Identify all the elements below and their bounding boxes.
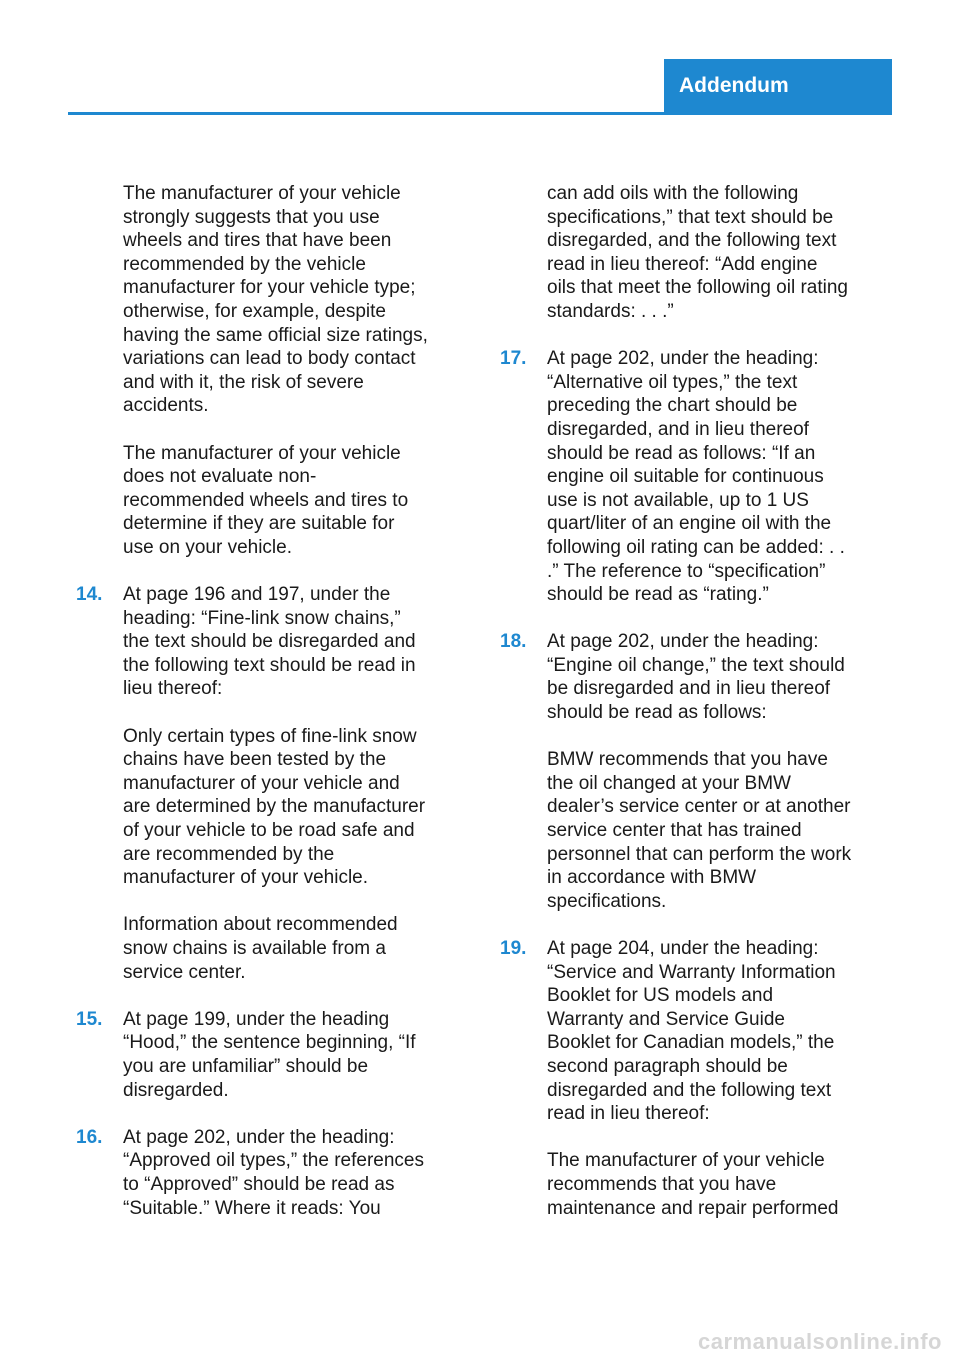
list-item-17 xyxy=(500,347,890,607)
paragraph: can add oils with the following specifications,” that text should be disregarded, and the following text read in lieu thereof: “Add engine oils that meet the following oil rating standards: . . .” xyxy=(547,183,848,322)
left-column xyxy=(76,182,466,1244)
paragraph: The manufacturer of your vehicle recommends that you have maintenance and repair performed xyxy=(547,1150,839,1219)
item-text: At page 202, under the heading: “Engine oil change,” the text should be disregarded and in lieu thereof should be read as follows: xyxy=(547,631,845,724)
item-number: 16. xyxy=(76,1126,103,1148)
paragraph: BMW recommends that you have the oil changed at your BMW dealer’s service center or at another service center that has trained personnel that can perform the work in accordance with BMW specifications. xyxy=(547,749,852,912)
item-number: 14. xyxy=(76,584,103,606)
section-title-tab xyxy=(664,59,892,115)
item-number: 18. xyxy=(500,631,527,653)
paragraph: Only certain types of fine-link snow chains have been tested by the manufacturer of your vehicle and are determined by the manufacturer of your vehicle to be road safe and are recommended by the manufacturer of your vehicle. xyxy=(123,725,426,889)
list-item-16 xyxy=(76,1126,466,1220)
right-column xyxy=(500,182,890,1244)
item-text: At page 204, under the heading: “Service and Warranty Information Booklet for US models and Warranty and Service Guide Booklet for Canadian models,” the second paragraph should be disregarded and the following text read in lieu thereof: xyxy=(547,938,836,1125)
paragraph: The manufacturer of your vehicle strongly suggests that you use wheels and tires that have been recommended by the vehicle manufacturer for your vehicle type; otherwise, for example, despite having the same official size ratings, variations can lead to body contact and with it, the risk of severe accidents. xyxy=(123,183,428,417)
item-text: At page 199, under the heading “Hood,” the sentence beginning, “If you are unfamiliar” should be disregarded. xyxy=(123,1008,416,1101)
watermark: carmanualsonline.info xyxy=(698,1329,942,1354)
item-text: At page 202, under the heading: “Alternative oil types,” the text preceding the chart should be disregarded, and in lieu thereof should be read as follows: “If an engine oil suitable for continuous use is not available, up to 1 US quart/liter of an engine oil with the following oil rating can be added: . . .” The reference to “specification” should be read as “rating.” xyxy=(547,348,845,606)
item-text: At page 196 and 197, under the heading: “Fine-link snow chains,” the text should be disregarded and the following text should be read in lieu thereof: xyxy=(123,584,416,700)
item-text: At page 202, under the heading: “Approved oil types,” the references to “Approved” should be read as “Suitable.” Where it reads: You xyxy=(123,1126,424,1219)
list-item-19 xyxy=(500,937,890,1126)
section-title: Addendum xyxy=(679,74,789,97)
list-item-18 xyxy=(500,630,890,724)
item-number: 15. xyxy=(76,1008,103,1030)
paragraph: Information about recommended snow chains is available from a service center. xyxy=(123,914,398,983)
item-number: 17. xyxy=(500,348,527,370)
list-item-15 xyxy=(76,1008,466,1102)
list-item-14 xyxy=(76,583,466,701)
paragraph: The manufacturer of your vehicle does not evaluate non- recommended wheels and tires to determine if they are suitable for use on your vehicle. xyxy=(123,442,409,558)
item-number: 19. xyxy=(500,938,527,959)
